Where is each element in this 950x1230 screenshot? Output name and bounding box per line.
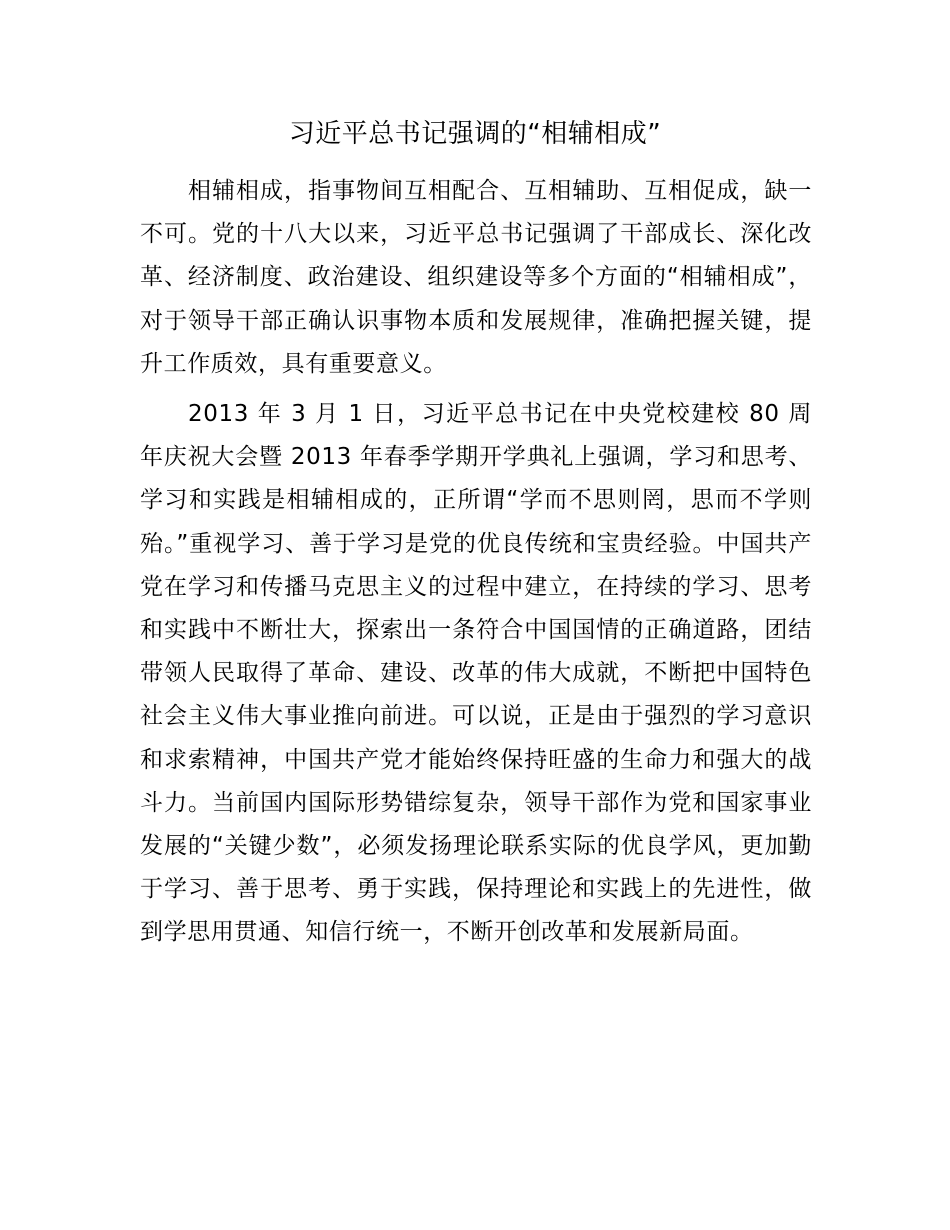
paragraph-1: 相辅相成，指事物间互相配合、互相辅助、互相促成，缺一不可。党的十八大以来，习近平总书记强调了干部成长、深化改革、经济制度、政治建设、组织建设等多个方面的“相辅相成”，对于领导干部正确认识事物本质和发展规律，准确把握关键，提升工作质效，具有重要意义。 (140, 178, 812, 377)
paragraph-2: 2013 年 3 月 1 日，习近平总书记在中央党校建校 80 周年庆祝大会暨 2013 年春季学期开学典礼上强调，学习和思考、学习和实践是相辅相成的，正所谓“学而不思则罔，思而不学则殆。”重视学习、善于学习是党的优良传统和宝贵经验。中国共产党在学习和传播马克思主义的过程中建立，在持续的学习、思考和实践中不断壮大，探索出一条符合中国国情的正确道路，团结带领人民取得了革命、建设、改革的伟大成就，不断把中国特色社会主义伟大事业推向前进。可以说，正是由于强烈的学习意识和求索精神，中国共产党才能始终保持旺盛的生命力和强大的战斗力。当前国内国际形势错综复杂，领导干部作为党和国家事业发展的“关键少数”，必须发扬理论联系实际的优良学风，更加勤于学习、善于思考、勇于实践，保持理论和实践上的先进性，做到学思用贯通、知信行统一，不断开创改革和发展新局面。 (140, 401, 812, 946)
document-body (140, 170, 812, 955)
document-title: 习近平总书记强调的“相辅相成” (288, 119, 662, 149)
